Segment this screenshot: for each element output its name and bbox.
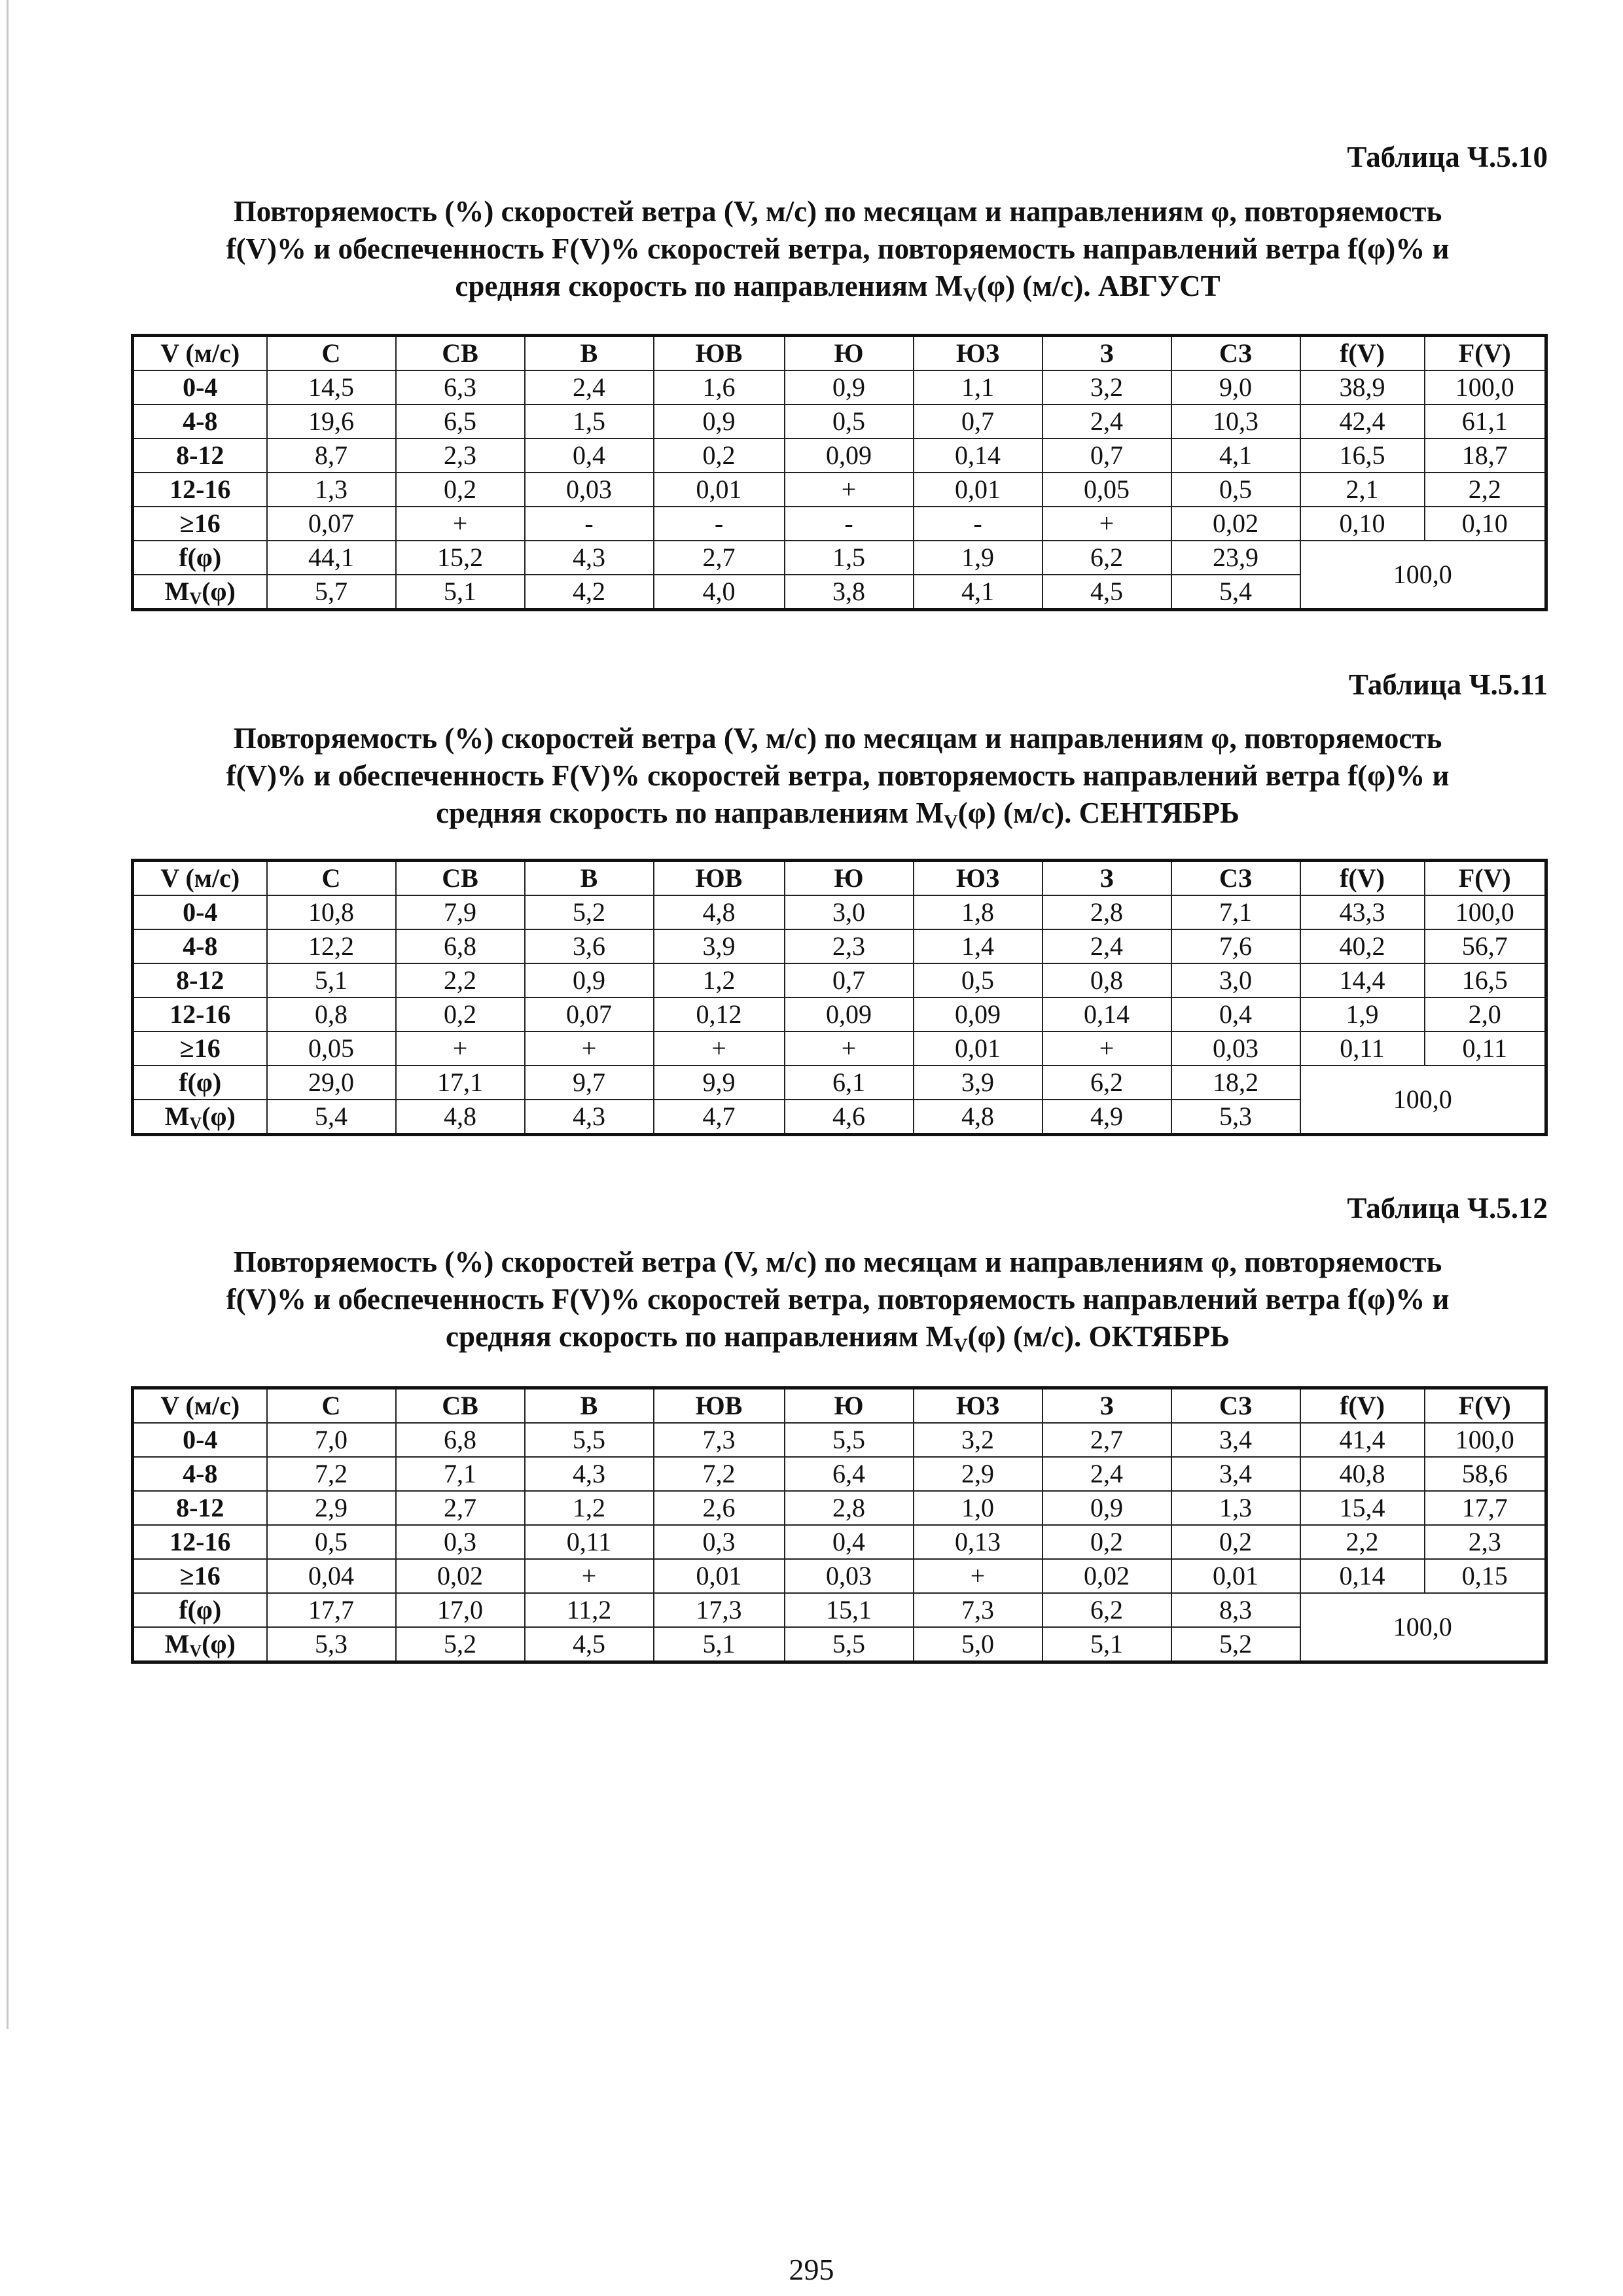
table-row: [133, 1066, 1546, 1100]
row-label: 8-12: [133, 1491, 267, 1525]
header-cell: З: [1043, 336, 1171, 371]
row-label: 8-12: [133, 963, 267, 997]
table-cell: 0,01: [914, 473, 1043, 507]
table-cell: 17,7: [267, 1593, 396, 1627]
table-row: [133, 473, 1546, 507]
table-cell: +: [914, 1559, 1043, 1593]
table-cell: 3,4: [1171, 1423, 1300, 1457]
title-line: f(V)% и обеспеченность F(V)% скоростей ветра, повторяемость направлений ветра f(φ)% и: [226, 232, 1450, 265]
table-cell: 3,9: [654, 929, 785, 963]
table-title: [131, 1244, 1544, 1355]
row-label: 12-16: [133, 473, 267, 507]
table-cell: 4,7: [654, 1100, 785, 1135]
table-cell: 0,2: [1171, 1525, 1300, 1559]
row-label: 0-4: [133, 370, 267, 404]
table-cell: 2,7: [396, 1491, 525, 1525]
table-cell: 15,4: [1300, 1491, 1425, 1525]
table-cell: 4,5: [525, 1627, 654, 1662]
table-cell: 40,8: [1300, 1457, 1425, 1491]
table-cell: 0,04: [267, 1559, 396, 1593]
table-cell: 100,0: [1425, 1423, 1546, 1457]
table-cell: 4,9: [1043, 1100, 1171, 1135]
table-cell: 2,8: [785, 1491, 914, 1525]
total-cell: 100,0: [1300, 541, 1546, 610]
table-cell: 1,4: [914, 929, 1043, 963]
table-cell: 1,2: [654, 963, 785, 997]
table-title: [131, 193, 1544, 305]
header-cell: В: [525, 1388, 654, 1424]
table-cell: 16,5: [1300, 439, 1425, 473]
table-cell: 3,4: [1171, 1457, 1300, 1491]
table-row: [133, 541, 1546, 575]
header-cell: В: [525, 336, 654, 371]
row-label: 0-4: [133, 895, 267, 929]
header-cell: Ю: [785, 336, 914, 371]
table-cell: 16,5: [1425, 963, 1546, 997]
row-label: 8-12: [133, 439, 267, 473]
wind-table-september: [131, 859, 1548, 1136]
table-cell: 4,1: [914, 575, 1043, 610]
table-cell: 0,2: [654, 439, 785, 473]
table-cell: 3,0: [785, 895, 914, 929]
header-cell: СЗ: [1171, 861, 1300, 896]
table-cell: 10,8: [267, 895, 396, 929]
table-cell: 6,8: [396, 1423, 525, 1457]
table-cell: 0,3: [654, 1525, 785, 1559]
table-cell: 5,1: [1043, 1627, 1171, 1662]
table-cell: 5,5: [525, 1423, 654, 1457]
table-cell: 9,9: [654, 1066, 785, 1100]
table-cell: 4,8: [914, 1100, 1043, 1135]
table-cell: 5,1: [396, 575, 525, 610]
table-cell: 0,2: [1043, 1525, 1171, 1559]
table-cell: 7,9: [396, 895, 525, 929]
table-cell: 0,15: [1425, 1559, 1546, 1593]
table-cell: 0,7: [914, 404, 1043, 439]
table-cell: 2,4: [525, 370, 654, 404]
table-cell: 8,7: [267, 439, 396, 473]
row-label: $M_V(\varphi)$: [133, 1627, 267, 1662]
table-cell: 0,14: [914, 439, 1043, 473]
row-label: 12-16: [133, 997, 267, 1031]
table-cell: 0,5: [1171, 473, 1300, 507]
table-cell: 14,5: [267, 370, 396, 404]
table-cell: 2,2: [1425, 473, 1546, 507]
table-row: [133, 404, 1546, 439]
row-label: $M_V(\varphi)$: [133, 575, 267, 610]
header-cell: ЮЗ: [914, 861, 1043, 896]
header-cell: F(V): [1425, 336, 1546, 371]
table-cell: 7,1: [1171, 895, 1300, 929]
row-label: ≥16: [133, 1031, 267, 1066]
table-cell: 17,1: [396, 1066, 525, 1100]
table-cell: 61,1: [1425, 404, 1546, 439]
header-cell: СЗ: [1171, 336, 1300, 371]
table-cell: 5,2: [1171, 1627, 1300, 1662]
table-cell: +: [396, 507, 525, 541]
table-cell: 4,8: [654, 895, 785, 929]
table-cell: 0,7: [1043, 439, 1171, 473]
table-cell: -: [785, 507, 914, 541]
table-cell: 6,5: [396, 404, 525, 439]
row-label: 0-4: [133, 1423, 267, 1457]
row-label: $M_V(\varphi)$: [133, 1100, 267, 1135]
table-cell: 0,4: [785, 1525, 914, 1559]
table-cell: -: [914, 507, 1043, 541]
header-cell: f(V): [1300, 336, 1425, 371]
table-cell: 58,6: [1425, 1457, 1546, 1491]
table-cell: 0,09: [914, 997, 1043, 1031]
table-cell: -: [654, 507, 785, 541]
row-label: 4-8: [133, 404, 267, 439]
header-cell: С: [267, 1388, 396, 1424]
table-cell: 0,03: [525, 473, 654, 507]
table-cell: 17,3: [654, 1593, 785, 1627]
header-cell: С: [267, 861, 396, 896]
table-cell: 7,1: [396, 1457, 525, 1491]
header-cell: Ю: [785, 861, 914, 896]
table-cell: 0,8: [1043, 963, 1171, 997]
table-title: [131, 720, 1544, 832]
table-cell: 0,14: [1300, 1559, 1425, 1593]
row-label: f(φ): [133, 541, 267, 575]
table-cell: +: [1043, 1031, 1171, 1066]
total-cell: 100,0: [1300, 1066, 1546, 1135]
table-cell: 14,4: [1300, 963, 1425, 997]
table-cell: 6,2: [1043, 1593, 1171, 1627]
header-row: [133, 861, 1546, 896]
table-cell: 3,6: [525, 929, 654, 963]
table-cell: 8,3: [1171, 1593, 1300, 1627]
table-cell: 0,9: [1043, 1491, 1171, 1525]
table-cell: 2,6: [654, 1491, 785, 1525]
header-cell: F(V): [1425, 861, 1546, 896]
table-cell: 4,5: [1043, 575, 1171, 610]
table-cell: 6,2: [1043, 1066, 1171, 1100]
table-cell: 1,9: [914, 541, 1043, 575]
table-cell: 5,1: [267, 963, 396, 997]
table-cell: 5,3: [1171, 1100, 1300, 1135]
table-cell: 12,2: [267, 929, 396, 963]
table-cell: 5,4: [1171, 575, 1300, 610]
table-cell: 3,2: [1043, 370, 1171, 404]
total-cell: 100,0: [1300, 1593, 1546, 1662]
scan-edge: [7, 0, 9, 2029]
table-cell: 2,3: [1425, 1525, 1546, 1559]
header-cell: ЮЗ: [914, 1388, 1043, 1424]
table-cell: 2,4: [1043, 1457, 1171, 1491]
header-cell: ЮЗ: [914, 336, 1043, 371]
table-cell: +: [1043, 507, 1171, 541]
table-cell: 0,02: [1043, 1559, 1171, 1593]
header-cell: f(V): [1300, 1388, 1425, 1424]
table-cell: 5,2: [396, 1627, 525, 1662]
table-cell: 1,1: [914, 370, 1043, 404]
table-cell: 38,9: [1300, 370, 1425, 404]
table-cell: 18,2: [1171, 1066, 1300, 1100]
title-line: средняя скорость по направлениям $M_V(\varphi)$ (м/с). СЕНТЯБРЬ: [436, 797, 1240, 833]
table-cell: 0,2: [396, 473, 525, 507]
table-cell: 0,05: [1043, 473, 1171, 507]
header-cell: С: [267, 336, 396, 371]
table-cell: 2,8: [1043, 895, 1171, 929]
header-cell: З: [1043, 1388, 1171, 1424]
table-cell: 2,2: [396, 963, 525, 997]
table-row: [133, 1457, 1546, 1491]
table-cell: 0,10: [1425, 507, 1546, 541]
table-cell: 0,12: [654, 997, 785, 1031]
table-cell: 0,11: [525, 1525, 654, 1559]
table-cell: 4,3: [525, 541, 654, 575]
table-cell: 0,5: [267, 1525, 396, 1559]
table-cell: 3,8: [785, 575, 914, 610]
header-cell: V (м/с): [133, 336, 267, 371]
table-cell: 2,0: [1425, 997, 1546, 1031]
table-cell: +: [785, 473, 914, 507]
table-cell: 5,4: [267, 1100, 396, 1135]
row-label: f(φ): [133, 1066, 267, 1100]
row-label: ≥16: [133, 507, 267, 541]
table-cell: -: [525, 507, 654, 541]
header-row: [133, 1388, 1546, 1424]
table-cell: 6,2: [1043, 541, 1171, 575]
table-cell: 0,05: [267, 1031, 396, 1066]
table-cell: 11,2: [525, 1593, 654, 1627]
table-cell: 15,1: [785, 1593, 914, 1627]
title-line: средняя скорость по направлениям $M_V(\varphi)$ (м/с). АВГУСТ: [455, 270, 1221, 306]
table-cell: 17,0: [396, 1593, 525, 1627]
table-cell: 0,2: [396, 997, 525, 1031]
table-cell: 2,7: [1043, 1423, 1171, 1457]
table-cell: 0,9: [785, 370, 914, 404]
header-cell: ЮВ: [654, 1388, 785, 1424]
table-cell: +: [396, 1031, 525, 1066]
wind-table-august: [131, 334, 1548, 611]
table-cell: 2,1: [1300, 473, 1425, 507]
table-row: [133, 963, 1546, 997]
table-row: [133, 997, 1546, 1031]
table-cell: 2,9: [914, 1457, 1043, 1491]
table-cell: 1,8: [914, 895, 1043, 929]
table-cell: 5,3: [267, 1627, 396, 1662]
header-cell: F(V): [1425, 1388, 1546, 1424]
header-cell: З: [1043, 861, 1171, 896]
table-cell: 0,9: [525, 963, 654, 997]
table-cell: 1,3: [1171, 1491, 1300, 1525]
table-cell: 1,5: [785, 541, 914, 575]
table-cell: 6,8: [396, 929, 525, 963]
table-cell: 1,3: [267, 473, 396, 507]
table-cell: 1,9: [1300, 997, 1425, 1031]
table-cell: 1,2: [525, 1491, 654, 1525]
table-cell: 7,2: [267, 1457, 396, 1491]
table-cell: 0,3: [396, 1525, 525, 1559]
table-row: [133, 1491, 1546, 1525]
table-cell: 0,02: [396, 1559, 525, 1593]
table-cell: 0,09: [785, 997, 914, 1031]
table-cell: 0,7: [785, 963, 914, 997]
table-row: [133, 439, 1546, 473]
table-cell: 5,5: [785, 1627, 914, 1662]
table-cell: +: [525, 1559, 654, 1593]
table-cell: 7,6: [1171, 929, 1300, 963]
table-cell: 2,7: [654, 541, 785, 575]
title-line: средняя скорость по направлениям $M_V(\varphi)$ (м/с). ОКТЯБРЬ: [446, 1320, 1230, 1356]
header-cell: Ю: [785, 1388, 914, 1424]
table-row: [133, 929, 1546, 963]
table-cell: 0,07: [267, 507, 396, 541]
table-cell: 3,2: [914, 1423, 1043, 1457]
table-row: [133, 1031, 1546, 1066]
row-label: ≥16: [133, 1559, 267, 1593]
table-cell: 7,0: [267, 1423, 396, 1457]
table-cell: 0,07: [525, 997, 654, 1031]
title-line: f(V)% и обеспеченность F(V)% скоростей ветра, повторяемость направлений ветра f(φ)% и: [226, 1283, 1450, 1316]
table-cell: 1,5: [525, 404, 654, 439]
table-row: [133, 1593, 1546, 1627]
table-cell: 0,5: [785, 404, 914, 439]
table-cell: 2,3: [396, 439, 525, 473]
header-cell: СВ: [396, 861, 525, 896]
page-number: 295: [789, 2253, 834, 2286]
table-cell: 23,9: [1171, 541, 1300, 575]
table-cell: 5,5: [785, 1423, 914, 1457]
header-cell: f(V): [1300, 861, 1425, 896]
header-cell: В: [525, 861, 654, 896]
table-row: [133, 507, 1546, 541]
table-cell: 18,7: [1425, 439, 1546, 473]
table-cell: 17,7: [1425, 1491, 1546, 1525]
table-cell: 43,3: [1300, 895, 1425, 929]
table-cell: 4,3: [525, 1457, 654, 1491]
table-cell: 0,4: [525, 439, 654, 473]
table-cell: 5,2: [525, 895, 654, 929]
table-cell: 2,2: [1300, 1525, 1425, 1559]
table-cell: 100,0: [1425, 370, 1546, 404]
table-cell: 9,7: [525, 1066, 654, 1100]
table-cell: 0,14: [1043, 997, 1171, 1031]
header-row: [133, 336, 1546, 371]
table-cell: 5,0: [914, 1627, 1043, 1662]
table-number: Таблица Ч.5.12: [1347, 1192, 1548, 1225]
table-cell: 0,01: [654, 1559, 785, 1593]
table-cell: +: [785, 1031, 914, 1066]
table-cell: 2,9: [267, 1491, 396, 1525]
table-cell: 2,4: [1043, 929, 1171, 963]
table-cell: 0,11: [1300, 1031, 1425, 1066]
table-cell: 0,01: [654, 473, 785, 507]
table-cell: 0,10: [1300, 507, 1425, 541]
table-cell: 0,09: [785, 439, 914, 473]
table-cell: 1,6: [654, 370, 785, 404]
table-number: Таблица Ч.5.10: [1347, 141, 1548, 173]
table-cell: 0,13: [914, 1525, 1043, 1559]
header-cell: СЗ: [1171, 1388, 1300, 1424]
table-cell: 56,7: [1425, 929, 1546, 963]
table-row: [133, 370, 1546, 404]
table-cell: 0,03: [1171, 1031, 1300, 1066]
table-row: [133, 1423, 1546, 1457]
table-cell: 7,2: [654, 1457, 785, 1491]
table-cell: 0,11: [1425, 1031, 1546, 1066]
table-cell: 0,01: [1171, 1559, 1300, 1593]
table-cell: 4,0: [654, 575, 785, 610]
table-cell: 6,3: [396, 370, 525, 404]
title-line: Повторяемость (%) скоростей ветра (V, м/с) по месяцам и направлениям φ, повторяемость: [233, 195, 1442, 228]
wind-table-october: [131, 1386, 1548, 1664]
table-cell: 2,4: [1043, 404, 1171, 439]
row-label: f(φ): [133, 1593, 267, 1627]
table-cell: 0,02: [1171, 507, 1300, 541]
table-cell: 4,8: [396, 1100, 525, 1135]
table-cell: 41,4: [1300, 1423, 1425, 1457]
table-cell: 7,3: [914, 1593, 1043, 1627]
table-cell: 4,1: [1171, 439, 1300, 473]
table-cell: 15,2: [396, 541, 525, 575]
table-cell: 0,5: [914, 963, 1043, 997]
table-cell: 3,0: [1171, 963, 1300, 997]
table-cell: 42,4: [1300, 404, 1425, 439]
header-cell: СВ: [396, 1388, 525, 1424]
table-cell: 10,3: [1171, 404, 1300, 439]
table-cell: 4,2: [525, 575, 654, 610]
table-cell: +: [525, 1031, 654, 1066]
table-cell: 4,3: [525, 1100, 654, 1135]
row-label: 12-16: [133, 1525, 267, 1559]
table-row: [133, 1525, 1546, 1559]
table-cell: 0,8: [267, 997, 396, 1031]
table-cell: 1,0: [914, 1491, 1043, 1525]
table-cell: 6,1: [785, 1066, 914, 1100]
row-label: 4-8: [133, 1457, 267, 1491]
table-row: [133, 895, 1546, 929]
table-cell: 40,2: [1300, 929, 1425, 963]
title-line: Повторяемость (%) скоростей ветра (V, м/с) по месяцам и направлениям φ, повторяемость: [233, 722, 1442, 755]
table-cell: 100,0: [1425, 895, 1546, 929]
table-number: Таблица Ч.5.11: [1348, 668, 1548, 701]
table-cell: 0,01: [914, 1031, 1043, 1066]
header-cell: V (м/с): [133, 861, 267, 896]
header-cell: ЮВ: [654, 336, 785, 371]
table-cell: 6,4: [785, 1457, 914, 1491]
table-row: [133, 1559, 1546, 1593]
table-cell: 5,7: [267, 575, 396, 610]
table-cell: 29,0: [267, 1066, 396, 1100]
table-cell: 2,3: [785, 929, 914, 963]
row-label: 4-8: [133, 929, 267, 963]
table-cell: +: [654, 1031, 785, 1066]
header-cell: ЮВ: [654, 861, 785, 896]
table-cell: 9,0: [1171, 370, 1300, 404]
table-cell: 5,1: [654, 1627, 785, 1662]
header-cell: V (м/с): [133, 1388, 267, 1424]
table-cell: 7,3: [654, 1423, 785, 1457]
table-cell: 0,03: [785, 1559, 914, 1593]
title-line: Повторяемость (%) скоростей ветра (V, м/с) по месяцам и направлениям φ, повторяемость: [233, 1246, 1442, 1278]
table-cell: 3,9: [914, 1066, 1043, 1100]
table-cell: 44,1: [267, 541, 396, 575]
title-line: f(V)% и обеспеченность F(V)% скоростей ветра, повторяемость направлений ветра f(φ)% и: [226, 759, 1450, 792]
table-cell: 0,9: [654, 404, 785, 439]
header-cell: СВ: [396, 336, 525, 371]
table-cell: 4,6: [785, 1100, 914, 1135]
table-cell: 19,6: [267, 404, 396, 439]
table-cell: 0,4: [1171, 997, 1300, 1031]
